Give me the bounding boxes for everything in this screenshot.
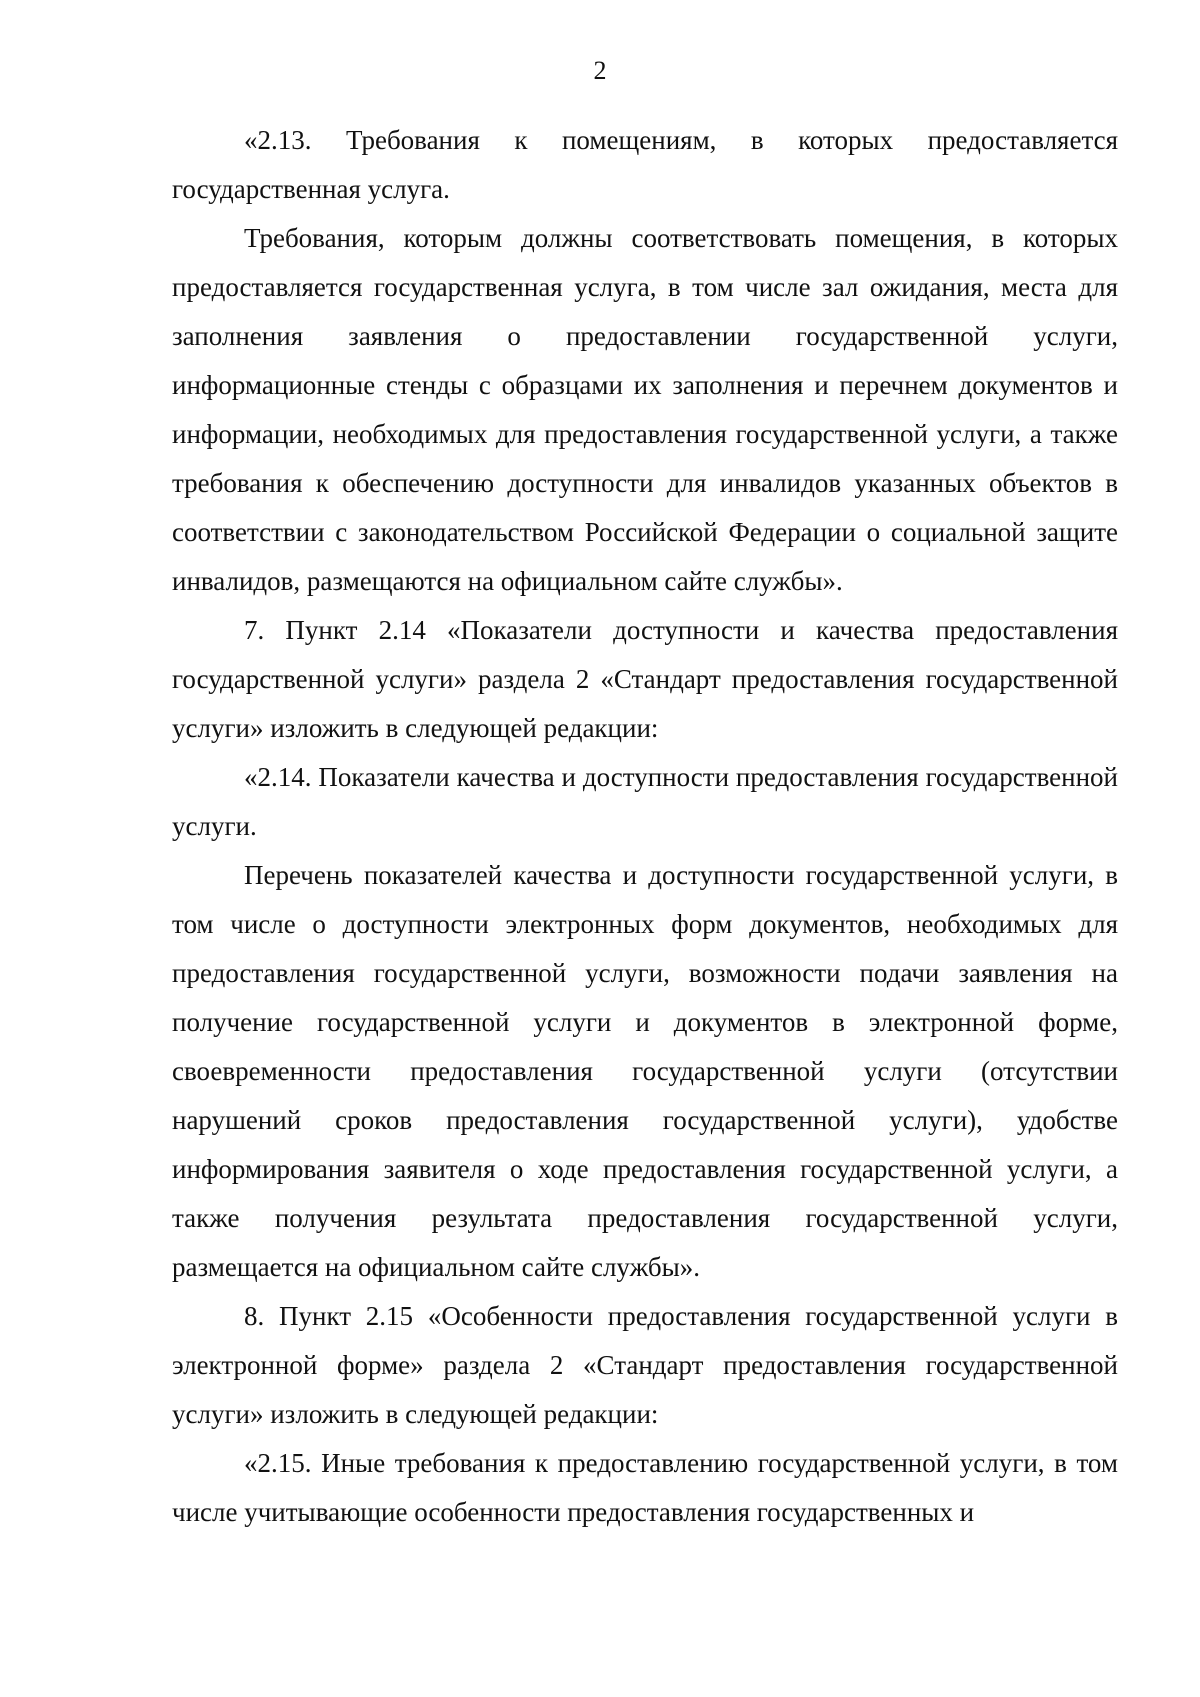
paragraph-item-7: 7. Пункт 2.14 «Показатели доступности и качества предоставления государственной услуги» раздела 2 «Стандарт предоставления государственной услуги» изложить в следующей редакции: — [172, 615, 1118, 743]
paragraph-2-13-heading: «2.13. Требования к помещениям, в которых предоставляется государственная услуга. — [172, 125, 1118, 204]
paragraph-2-13-body: Требования, которым должны соответствовать помещения, в которых предоставляется государственная услуга, в том числе зал ожидания, места для заполнения заявления о предоставлении государственной услуги, информационные стенды с образцами их заполнения и перечнем документов и информации, необходимых для предоставления государственной услуги, а также требования к обеспечению доступности для инвалидов указанных объектов в соответствии с законодательством Российской Федерации о социальной защите инвалидов, размещаются на официальном сайте службы». — [172, 223, 1118, 596]
document-body — [172, 116, 1118, 1537]
paragraph-item-8: 8. Пункт 2.15 «Особенности предоставления государственной услуги в электронной форме» раздела 2 «Стандарт предоставления государственной услуги» изложить в следующей редакции: — [172, 1301, 1118, 1429]
paragraph-2-14-body: Перечень показателей качества и доступности государственной услуги, в том числе о доступности электронных форм документов, необходимых для предоставления государственной услуги, возможности подачи заявления на получение государственной услуги и документов в электронной форме, своевременности предоставления государственной услуги (отсутствии нарушений сроков предоставления государственной услуги), удобстве информирования заявителя о ходе предоставления государственной услуги, а также получения результата предоставления государственной услуги, размещается на официальном сайте службы». — [172, 860, 1118, 1282]
paragraph-2-14-heading: «2.14. Показатели качества и доступности предоставления государственной услуги. — [172, 762, 1118, 841]
paragraph-2-15-heading: «2.15. Иные требования к предоставлению государственной услуги, в том числе учитывающие особенности предоставления государственных и — [172, 1448, 1118, 1527]
page-number: 2 — [593, 56, 607, 85]
